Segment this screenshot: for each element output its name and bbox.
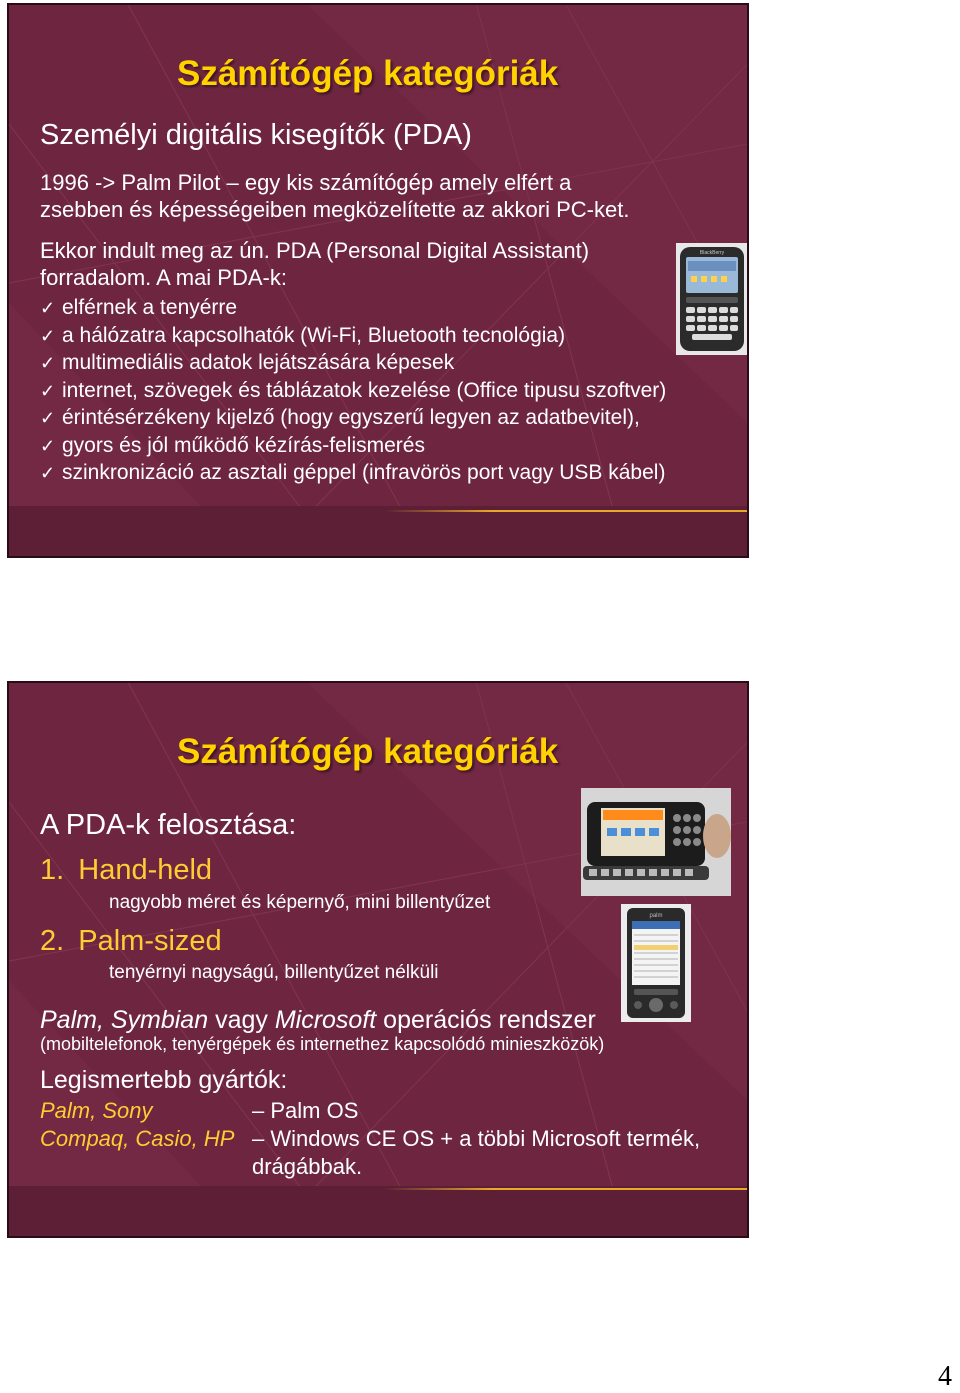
revolution-line-2: forradalom. A mai PDA-k:: [40, 265, 287, 290]
page-number: 4: [938, 1361, 952, 1392]
revolution-line-1: Ekkor indult meg az ún. PDA (Personal Digital Assistant): [40, 238, 590, 263]
os-line: Palm, Symbian vagy Microsoft operációs rendszer: [40, 1006, 596, 1034]
hand-held-device-image: [581, 788, 731, 896]
slide-1: [7, 3, 749, 558]
palm-sized-description: tenyérnyi nagyságú, billentyűzet nélküli: [109, 962, 439, 983]
category-palm-sized: 2. Palm-sized: [40, 925, 222, 957]
checkmark-icon: ✓: [40, 380, 56, 401]
bottom-band: [9, 506, 747, 556]
feature-list: [40, 294, 666, 487]
slide-heading: Személyi digitális kisegítők (PDA): [40, 119, 472, 151]
bottom-band: [9, 1186, 747, 1236]
list-item: ✓ multimediális adatok lejátszására képesek: [40, 349, 666, 377]
intro-line-2: zsebben és képességeiben megközelítette az akkori PC-ket.: [40, 197, 630, 222]
svg-text:palm: palm: [649, 913, 663, 919]
slide-title: Számítógép kategóriák: [177, 732, 559, 771]
maker-compaq-casio-hp: Compaq, Casio, HP: [40, 1126, 235, 1151]
os-note: (mobiltelefonok, tenyérgépek és internethez kapcsolódó minieszközök): [40, 1034, 605, 1054]
checkmark-icon: ✓: [40, 435, 56, 456]
checkmark-icon: ✓: [40, 353, 56, 373]
list-item: ✓ érintésérzékeny kijelző (hogy egyszerű legyen az adatbevitel),: [40, 404, 666, 432]
category-hand-held: 1. Hand-held: [40, 854, 213, 886]
maker-palm-sony: Palm, Sony: [40, 1098, 153, 1123]
gold-divider: [384, 510, 747, 512]
slide-heading: A PDA-k felosztása:: [40, 809, 297, 841]
palm-sized-device-image: [621, 904, 691, 1022]
maker-compaq-casio-hp-os-2: drágábbak.: [252, 1154, 363, 1179]
hand-held-description: nagyobb méret és képernyő, mini billentyűzet: [109, 892, 491, 913]
list-item: ✓ szinkronizáció az asztali géppel (infravörös port vagy USB kábel): [40, 459, 666, 487]
slide-2: [7, 681, 749, 1238]
blackberry-phone-image: [676, 243, 748, 355]
makers-heading: Legismertebb gyártók:: [40, 1066, 288, 1094]
intro-line-1: 1996 -> Palm Pilot – egy kis számítógép amely elfért a: [40, 170, 572, 195]
list-item: ✓ a hálózatra kapcsolhatók (Wi-Fi, Bluetooth tecnológia): [40, 322, 666, 350]
checkmark-icon: ✓: [40, 463, 56, 483]
slide-title: Számítógép kategóriák: [177, 54, 559, 93]
gold-divider: [384, 1188, 747, 1190]
svg-text:BlackBerry: BlackBerry: [699, 250, 725, 256]
checkmark-icon: ✓: [40, 408, 56, 428]
list-item: ✓ gyors és jól működő kézírás-felismerés: [40, 432, 666, 460]
checkmark-icon: ✓: [40, 325, 56, 346]
checkmark-icon: ✓: [40, 298, 56, 318]
maker-compaq-casio-hp-os-1: – Windows CE OS + a többi Microsoft termék,: [252, 1126, 701, 1151]
maker-palm-sony-os: – Palm OS: [252, 1098, 359, 1123]
list-item: ✓ internet, szövegek és táblázatok kezelése (Office tipusu szoftver): [40, 377, 666, 405]
list-item: ✓ elférnek a tenyérre: [40, 294, 666, 322]
